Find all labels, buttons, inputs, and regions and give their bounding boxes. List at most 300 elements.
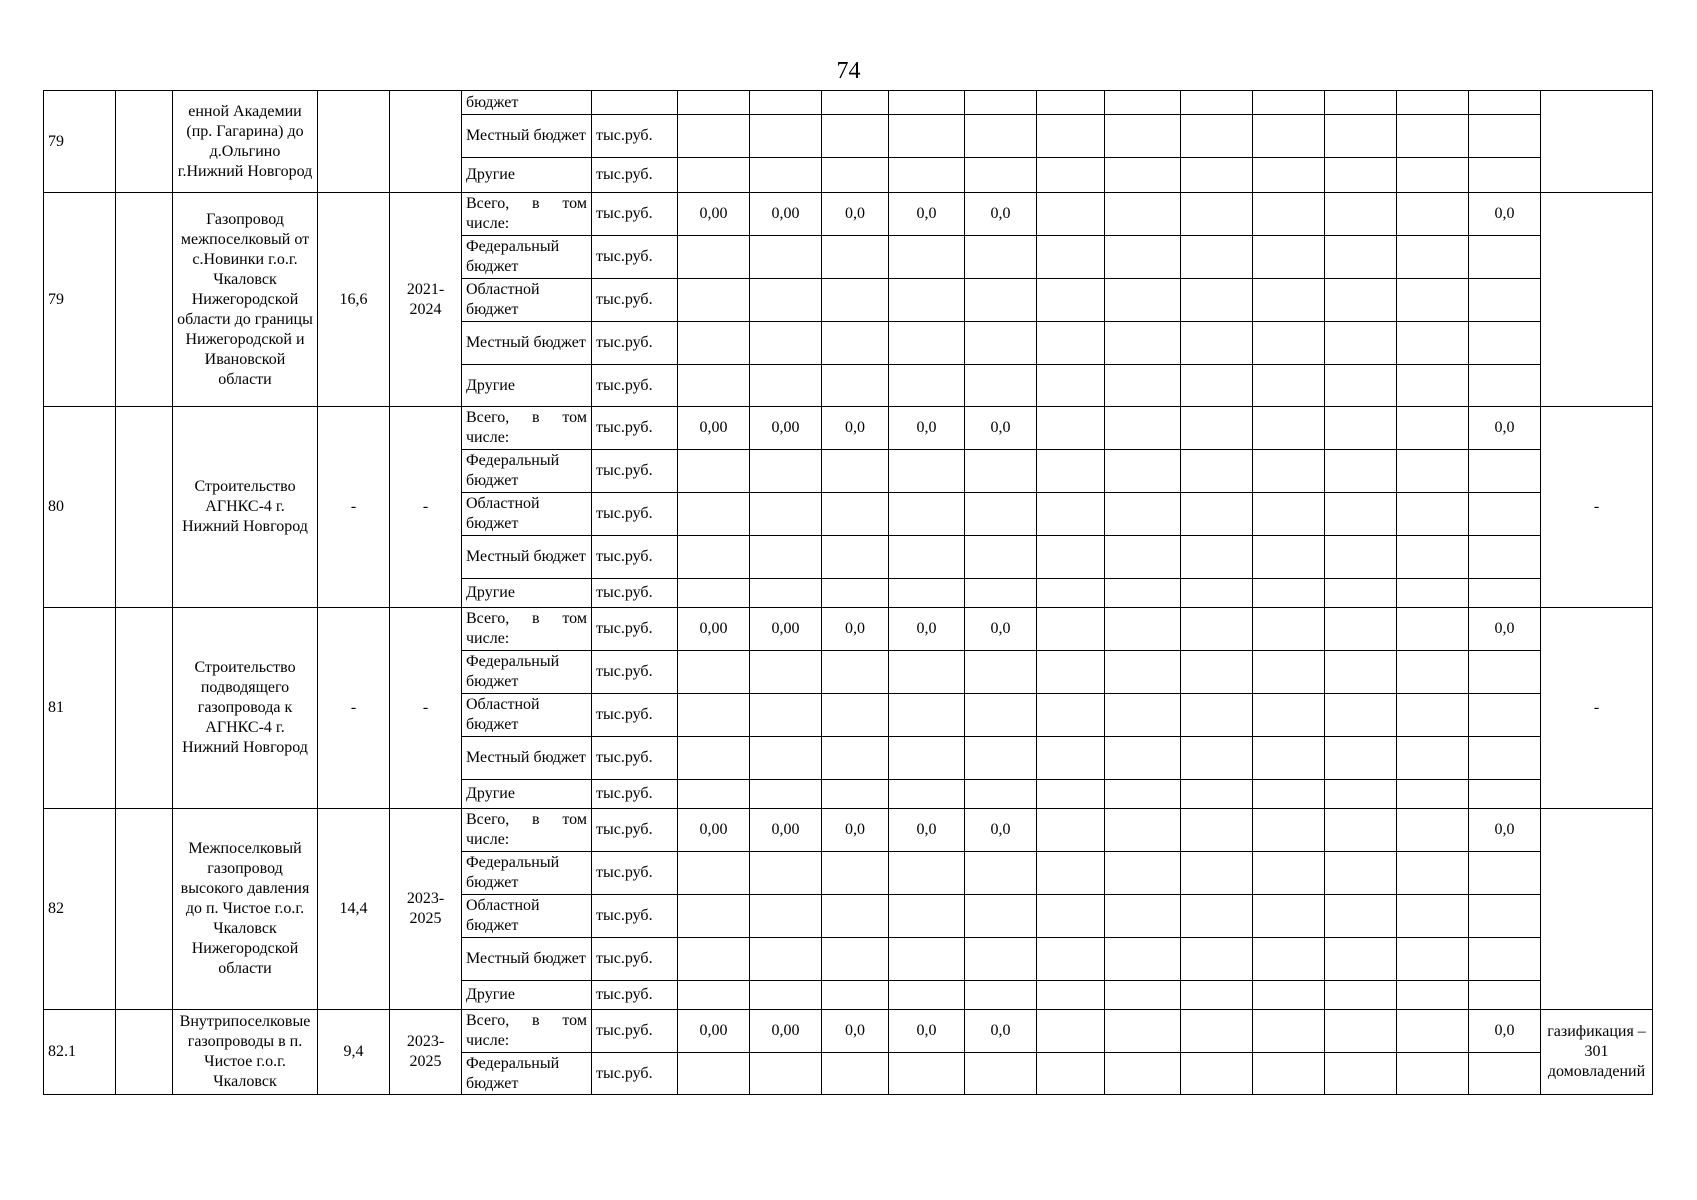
value-cell — [1397, 981, 1469, 1010]
value-cell: 0,0 — [1469, 809, 1541, 852]
funding-source: Областной бюджет — [462, 493, 592, 536]
value-cell: 0,0 — [965, 809, 1037, 852]
value-cell — [822, 694, 889, 737]
funding-source: Областной бюджет — [462, 895, 592, 938]
value-cell — [965, 895, 1037, 938]
value-cell — [1181, 1053, 1253, 1095]
value-cell — [965, 780, 1037, 809]
value-cell — [1181, 938, 1253, 981]
value-cell — [1037, 536, 1105, 579]
value-cell — [1253, 981, 1325, 1010]
value-cell — [678, 780, 750, 809]
value-cell — [965, 91, 1037, 115]
value-cell — [822, 938, 889, 981]
value-cell — [1037, 365, 1105, 407]
value-cell — [1037, 279, 1105, 322]
value-cell — [1325, 852, 1397, 895]
value-cell — [1325, 493, 1397, 536]
value-cell — [1105, 694, 1181, 737]
value-cell — [1181, 91, 1253, 115]
value-cell — [1469, 579, 1541, 608]
value-cell — [1037, 579, 1105, 608]
value-cell — [678, 938, 750, 981]
value-cell — [750, 895, 822, 938]
value-cell — [965, 365, 1037, 407]
value-cell — [1253, 895, 1325, 938]
value-cell — [1253, 608, 1325, 651]
value-cell — [1469, 895, 1541, 938]
value-cell — [678, 536, 750, 579]
value-cell — [1469, 322, 1541, 365]
value-cell — [1325, 1053, 1397, 1095]
item-name: Строительство АГНКС-4 г. Нижний Новгород — [173, 407, 318, 608]
item-blank — [116, 407, 173, 608]
value-cell — [1253, 158, 1325, 193]
value-cell — [889, 651, 965, 694]
value-cell — [1397, 236, 1469, 279]
value-cell — [678, 322, 750, 365]
value-cell — [678, 737, 750, 780]
value-cell — [1253, 651, 1325, 694]
value-cell — [889, 365, 965, 407]
value-cell — [889, 938, 965, 981]
funding-source: Другие — [462, 365, 592, 407]
funding-source: Другие — [462, 981, 592, 1010]
value-cell — [1253, 236, 1325, 279]
value-cell — [1397, 852, 1469, 895]
value-cell — [1253, 852, 1325, 895]
value-cell — [1037, 158, 1105, 193]
funding-source: Федеральный бюджет — [462, 450, 592, 493]
value-cell — [750, 852, 822, 895]
value-cell — [1037, 809, 1105, 852]
value-cell — [1181, 1010, 1253, 1053]
value-cell — [1325, 1010, 1397, 1053]
value-cell — [1253, 450, 1325, 493]
value-cell — [1397, 694, 1469, 737]
value-cell — [1325, 407, 1397, 450]
value-cell — [678, 651, 750, 694]
value-cell — [750, 493, 822, 536]
value-cell: 0,00 — [750, 193, 822, 236]
value-cell — [1037, 1053, 1105, 1095]
value-cell — [1105, 115, 1181, 158]
value-cell: 0,0 — [889, 1010, 965, 1053]
item-period — [390, 91, 462, 193]
value-cell — [1397, 651, 1469, 694]
value-cell — [1181, 579, 1253, 608]
value-cell — [750, 651, 822, 694]
value-cell — [1397, 809, 1469, 852]
item-note — [1541, 193, 1653, 407]
value-cell — [1253, 365, 1325, 407]
value-cell — [1325, 895, 1397, 938]
value-cell — [1253, 536, 1325, 579]
unit-cell: тыс.руб. — [592, 895, 678, 938]
unit-cell: тыс.руб. — [592, 608, 678, 651]
value-cell — [1181, 608, 1253, 651]
funding-source: Федеральный бюджет — [462, 651, 592, 694]
unit-cell: тыс.руб. — [592, 365, 678, 407]
unit-cell: тыс.руб. — [592, 780, 678, 809]
value-cell — [1469, 694, 1541, 737]
value-cell — [1469, 493, 1541, 536]
value-cell — [1397, 407, 1469, 450]
value-cell — [1037, 493, 1105, 536]
value-cell — [889, 158, 965, 193]
item-period: 2023-2025 — [390, 809, 462, 1010]
value-cell — [1325, 608, 1397, 651]
value-cell — [822, 158, 889, 193]
value-cell: 0,0 — [1469, 193, 1541, 236]
value-cell — [750, 450, 822, 493]
value-cell — [1105, 895, 1181, 938]
value-cell — [889, 493, 965, 536]
value-cell — [1037, 407, 1105, 450]
value-cell — [1253, 322, 1325, 365]
funding-source: Местный бюджет — [462, 322, 592, 365]
value-cell: 0,0 — [965, 608, 1037, 651]
value-cell — [822, 450, 889, 493]
value-cell — [1397, 493, 1469, 536]
value-cell — [822, 91, 889, 115]
funding-source: Федеральный бюджет — [462, 1053, 592, 1095]
value-cell — [1037, 651, 1105, 694]
value-cell: 0,0 — [822, 809, 889, 852]
item-length — [318, 91, 390, 193]
value-cell — [1325, 450, 1397, 493]
value-cell — [1181, 407, 1253, 450]
value-cell — [965, 236, 1037, 279]
value-cell — [1181, 236, 1253, 279]
value-cell — [1325, 651, 1397, 694]
value-cell: 0,0 — [822, 1010, 889, 1053]
funding-source: Областной бюджет — [462, 279, 592, 322]
value-cell — [822, 279, 889, 322]
value-cell — [1181, 852, 1253, 895]
item-number: 79 — [44, 91, 116, 193]
value-cell — [1325, 579, 1397, 608]
table-row — [44, 407, 1653, 450]
value-cell — [1037, 981, 1105, 1010]
value-cell — [750, 279, 822, 322]
value-cell — [1253, 407, 1325, 450]
value-cell — [1253, 737, 1325, 780]
funding-source: Другие — [462, 780, 592, 809]
item-blank — [116, 608, 173, 809]
value-cell: 0,0 — [965, 407, 1037, 450]
unit-cell: тыс.руб. — [592, 809, 678, 852]
item-period: - — [390, 407, 462, 608]
value-cell — [1253, 493, 1325, 536]
funding-source: Всего, в том числе: — [462, 809, 592, 852]
item-period: - — [390, 608, 462, 809]
value-cell — [889, 322, 965, 365]
value-cell — [822, 651, 889, 694]
value-cell — [1105, 536, 1181, 579]
value-cell: 0,00 — [678, 193, 750, 236]
value-cell — [889, 981, 965, 1010]
value-cell — [1325, 115, 1397, 158]
unit-cell: тыс.руб. — [592, 651, 678, 694]
value-cell — [1469, 938, 1541, 981]
item-period: 2023-2025 — [390, 1010, 462, 1095]
value-cell — [1397, 365, 1469, 407]
funding-source: Всего, в том числе: — [462, 193, 592, 236]
value-cell — [1397, 938, 1469, 981]
value-cell — [1253, 91, 1325, 115]
value-cell — [1397, 780, 1469, 809]
value-cell — [1325, 322, 1397, 365]
unit-cell: тыс.руб. — [592, 1053, 678, 1095]
funding-source: Другие — [462, 158, 592, 193]
value-cell — [1105, 158, 1181, 193]
value-cell — [889, 579, 965, 608]
item-note — [1541, 809, 1653, 1010]
value-cell — [1037, 236, 1105, 279]
value-cell — [1325, 279, 1397, 322]
value-cell — [1181, 158, 1253, 193]
value-cell — [1397, 193, 1469, 236]
value-cell — [750, 579, 822, 608]
value-cell — [965, 981, 1037, 1010]
funding-source: Другие — [462, 579, 592, 608]
value-cell — [822, 780, 889, 809]
item-blank — [116, 809, 173, 1010]
item-note: газификация – 301 домовладений — [1541, 1010, 1653, 1095]
funding-source: Областной бюджет — [462, 694, 592, 737]
item-note — [1541, 91, 1653, 193]
value-cell — [1325, 737, 1397, 780]
value-cell — [1469, 651, 1541, 694]
value-cell — [889, 737, 965, 780]
value-cell — [889, 852, 965, 895]
value-cell — [1181, 279, 1253, 322]
value-cell — [1325, 91, 1397, 115]
funding-source: Всего, в том числе: — [462, 608, 592, 651]
value-cell — [1037, 938, 1105, 981]
unit-cell: тыс.руб. — [592, 536, 678, 579]
value-cell — [822, 536, 889, 579]
value-cell: 0,00 — [678, 608, 750, 651]
value-cell — [678, 91, 750, 115]
value-cell — [822, 895, 889, 938]
value-cell — [1469, 737, 1541, 780]
funding-source: Местный бюджет — [462, 536, 592, 579]
value-cell — [889, 1053, 965, 1095]
value-cell: 0,0 — [822, 407, 889, 450]
item-name: Межпоселковый газопровод высокого давления до п. Чистое г.о.г. Чкаловск Нижегородской области — [173, 809, 318, 1010]
value-cell — [1181, 193, 1253, 236]
value-cell — [1105, 193, 1181, 236]
value-cell — [889, 895, 965, 938]
value-cell — [1181, 322, 1253, 365]
value-cell: 0,0 — [889, 809, 965, 852]
value-cell — [822, 1053, 889, 1095]
unit-cell: тыс.руб. — [592, 279, 678, 322]
value-cell — [822, 737, 889, 780]
value-cell: 0,0 — [965, 193, 1037, 236]
value-cell: 0,0 — [1469, 1010, 1541, 1053]
value-cell — [678, 895, 750, 938]
item-name: енной Академии (пр. Гагарина) до д.Ольгино г.Нижний Новгород — [173, 91, 318, 193]
value-cell — [1469, 1053, 1541, 1095]
value-cell — [1037, 780, 1105, 809]
value-cell — [889, 115, 965, 158]
unit-cell: тыс.руб. — [592, 236, 678, 279]
value-cell — [1469, 115, 1541, 158]
unit-cell: тыс.руб. — [592, 579, 678, 608]
funding-source: Федеральный бюджет — [462, 236, 592, 279]
value-cell: 0,0 — [822, 608, 889, 651]
value-cell — [822, 579, 889, 608]
value-cell — [965, 158, 1037, 193]
value-cell — [965, 493, 1037, 536]
funding-source: Всего, в том числе: — [462, 407, 592, 450]
value-cell — [1105, 279, 1181, 322]
funding-source: Местный бюджет — [462, 737, 592, 780]
item-blank — [116, 1010, 173, 1095]
item-number: 82 — [44, 809, 116, 1010]
unit-cell — [592, 91, 678, 115]
unit-cell: тыс.руб. — [592, 852, 678, 895]
value-cell — [1037, 450, 1105, 493]
value-cell — [965, 852, 1037, 895]
table-row — [44, 809, 1653, 852]
value-cell — [822, 493, 889, 536]
value-cell — [1105, 450, 1181, 493]
value-cell — [889, 450, 965, 493]
value-cell — [1253, 1010, 1325, 1053]
value-cell: 0,00 — [750, 1010, 822, 1053]
value-cell — [1037, 193, 1105, 236]
value-cell — [1397, 1053, 1469, 1095]
value-cell — [1325, 809, 1397, 852]
value-cell — [1105, 938, 1181, 981]
value-cell — [1325, 365, 1397, 407]
value-cell — [750, 981, 822, 1010]
value-cell — [750, 737, 822, 780]
value-cell: 0,0 — [1469, 608, 1541, 651]
value-cell: 0,00 — [678, 1010, 750, 1053]
value-cell — [1469, 91, 1541, 115]
value-cell — [1105, 91, 1181, 115]
value-cell — [1397, 91, 1469, 115]
value-cell — [965, 737, 1037, 780]
value-cell — [1181, 895, 1253, 938]
value-cell — [1181, 737, 1253, 780]
item-number: 80 — [44, 407, 116, 608]
value-cell: 0,0 — [889, 608, 965, 651]
value-cell — [965, 579, 1037, 608]
item-name: Строительство подводящего газопровода к АГНКС-4 г. Нижний Новгород — [173, 608, 318, 809]
value-cell — [1105, 322, 1181, 365]
value-cell: 0,0 — [1469, 407, 1541, 450]
value-cell — [1037, 694, 1105, 737]
value-cell — [1469, 536, 1541, 579]
item-period: 2021-2024 — [390, 193, 462, 407]
value-cell — [750, 236, 822, 279]
value-cell — [1469, 279, 1541, 322]
value-cell — [822, 322, 889, 365]
value-cell — [678, 158, 750, 193]
value-cell — [1105, 737, 1181, 780]
item-number: 79 — [44, 193, 116, 407]
unit-cell: тыс.руб. — [592, 193, 678, 236]
value-cell — [1397, 1010, 1469, 1053]
unit-cell: тыс.руб. — [592, 158, 678, 193]
item-length: 14,4 — [318, 809, 390, 1010]
value-cell — [1181, 651, 1253, 694]
value-cell — [1105, 981, 1181, 1010]
value-cell — [1397, 450, 1469, 493]
unit-cell: тыс.руб. — [592, 407, 678, 450]
funding-source: Всего, в том числе: — [462, 1010, 592, 1053]
item-note: - — [1541, 608, 1653, 809]
funding-source: Местный бюджет — [462, 938, 592, 981]
value-cell — [1397, 536, 1469, 579]
value-cell — [678, 450, 750, 493]
value-cell — [1469, 450, 1541, 493]
value-cell — [1469, 852, 1541, 895]
table-row — [44, 193, 1653, 236]
item-name: Внутрипоселковые газопроводы в п. Чистое г.о.г. Чкаловск — [173, 1010, 318, 1095]
value-cell — [1037, 737, 1105, 780]
value-cell — [1181, 536, 1253, 579]
value-cell — [678, 852, 750, 895]
item-blank — [116, 91, 173, 193]
value-cell — [1397, 608, 1469, 651]
value-cell — [822, 115, 889, 158]
value-cell — [1105, 365, 1181, 407]
value-cell — [1325, 236, 1397, 279]
value-cell — [750, 1053, 822, 1095]
value-cell — [1253, 579, 1325, 608]
value-cell — [1105, 780, 1181, 809]
value-cell — [750, 158, 822, 193]
value-cell — [1037, 91, 1105, 115]
value-cell — [965, 450, 1037, 493]
value-cell — [965, 651, 1037, 694]
value-cell — [1397, 158, 1469, 193]
value-cell — [1181, 780, 1253, 809]
value-cell — [889, 91, 965, 115]
unit-cell: тыс.руб. — [592, 981, 678, 1010]
unit-cell: тыс.руб. — [592, 1010, 678, 1053]
item-length: - — [318, 407, 390, 608]
value-cell — [1253, 115, 1325, 158]
value-cell — [965, 279, 1037, 322]
value-cell — [1469, 365, 1541, 407]
value-cell — [1105, 852, 1181, 895]
value-cell — [1037, 608, 1105, 651]
item-length: - — [318, 608, 390, 809]
value-cell — [1397, 579, 1469, 608]
value-cell: 0,00 — [750, 809, 822, 852]
value-cell — [750, 694, 822, 737]
value-cell — [1325, 193, 1397, 236]
value-cell — [1397, 895, 1469, 938]
value-cell — [1325, 536, 1397, 579]
value-cell — [678, 493, 750, 536]
table-row — [44, 1010, 1653, 1053]
value-cell — [1253, 279, 1325, 322]
value-cell — [1105, 1053, 1181, 1095]
item-name: Газопровод межпоселковый от с.Новинки г.о.г. Чкаловск Нижегородской области до границы Нижегородской и Ивановской области — [173, 193, 318, 407]
value-cell — [1253, 1053, 1325, 1095]
page-number: 74 — [836, 58, 861, 84]
value-cell — [678, 365, 750, 407]
